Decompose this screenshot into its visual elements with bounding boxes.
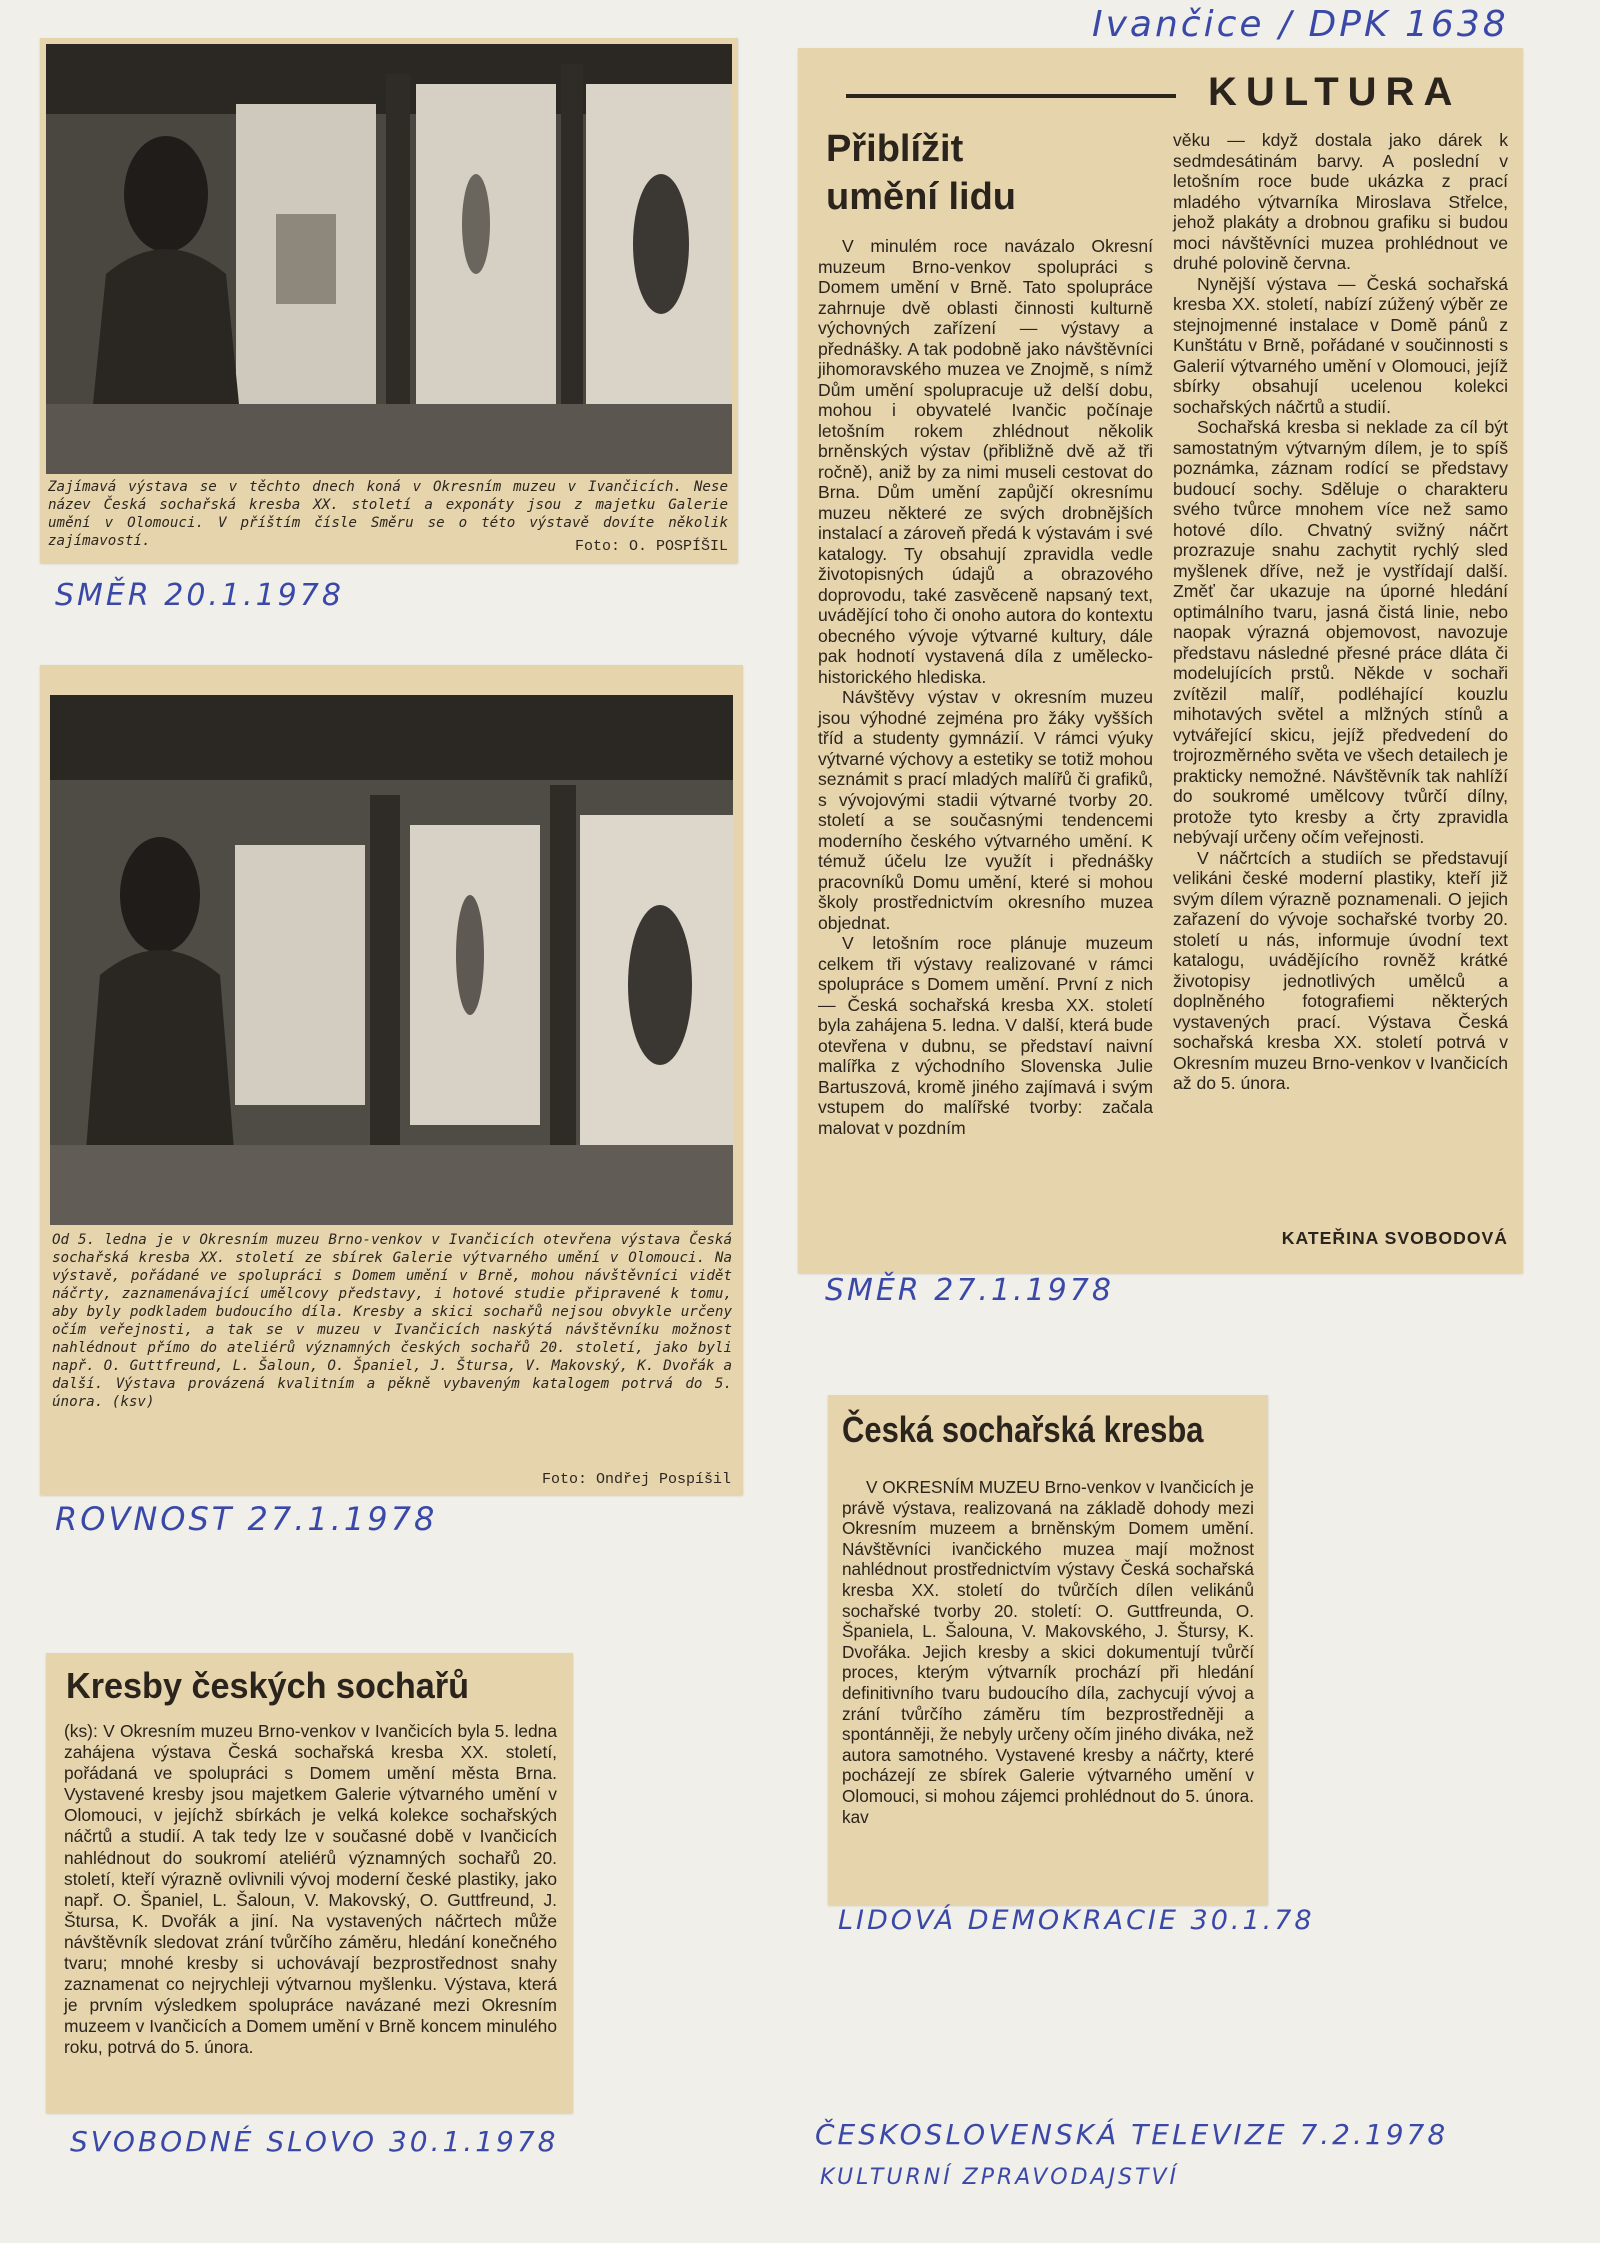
clipping-svobodne-slovo xyxy=(46,1653,573,2113)
paragraph: věku — když dostala jako dárek k sedmdesátinám barvy. A poslední v letošním roce bude ukázka z prací mladého výtvarníka Miroslava Střelce, jehož plakáty a drobnou grafiku si budou moci návštěvníci muzea prohlédnout ve druhé polovině června. xyxy=(1173,130,1508,273)
gallery-image xyxy=(46,44,732,474)
source-annotation-rovnost: ROVNOST 27.1.1978 xyxy=(55,1500,438,1538)
paragraph: (ks): V Okresním muzeu Brno-venkov v Ivančicích byla 5. ledna zahájena výstava Česká sochařská kresba XX. století, pořádaná ve spolupráci s Domem umění města Brna. Vystavené kresby jsou majetkem Galerie výtvarného umění v Olomouci, v jejíchž sbírkách je velká kolekce sochařských náčrtů a studií. A tak tedy lze v současné době v Ivančicích nahlédnout do soukromí ateliérů významných sochařů 20. století, kteří výrazně ovlivnili vývoj moderní české plastiky, jako např. O. Španiel, L. Šaloun, V. Makovský, O. Guttfreund, J. Štursa, K. Dvořák a jiní. Na vystavených náčrtech může návštěvník sledovat zrání tvůrčího záměru, hledání konečného tvaru; mnohé kresby si uchovávají bezprostřednost snahy zaznamenat co nejrychleji výtvarnou myšlenku. Výstava, která je prvním výsledkem spolupráce navázané mezi Okresním muzeem v Ivančicích a Domem umění v Brně koncem minulého roku, potrvá do 5. února. xyxy=(64,1721,557,2058)
paragraph: Návštěvy výstav v okresním muzeu jsou výhodné zejména pro žáky vyšších tříd a studenty gymnázií. V rámci výuky výtvarné výchovy a estetiky se totiž mohou seznámit s prací mladých malířů či grafiků, s vývojovými stadii výtvarné tvorby 20. století a se současnými tendencemi moderního českého výtvarného umění. K témuž účelu lze využít i přednášky pracovníků Domu umění, které si mohou školy prostřednictvím okresního muzea objednat. xyxy=(818,687,1153,933)
paragraph: V letošním roce plánuje muzeum celkem tři výstavy realizované v rámci spolupráce s Domem umění. První z nich — Česká sochařská kresba XX. století byla zahájena 5. ledna. V další, která bude otevřena v dubnu, se představí naivní malířka z východního Slovenska Julie Bartuszová, kromě jiného zajímavá i svým vstupem do malířské tvorby: začala malovat v pozdním xyxy=(818,933,1153,1138)
clipping-rovnost-photo xyxy=(40,665,743,1495)
article-headline-line-1: Přiblížit xyxy=(826,128,964,170)
exhibition-photo xyxy=(50,695,733,1225)
paragraph: V náčrtcích a studiích se představují velikáni české moderní plastiky, kteří již svým dílem výrazně poznamenali. O jejich zařazení do vývoje sochařské tvorby 20. století u nás, informuje úvodní text katalogu, uvádějícího rovněž krátké životopisy jednotlivých umělců a doplněného fotografiemi některých vystavených prací. Výstava Česká sochařská kresba XX. století potrvá v Okresním muzeu Brno-venkov v Ivančicích až do 5. února. xyxy=(1173,847,1508,1093)
source-annotation-svobodne: SVOBODNÉ SLOVO 30.1.1978 xyxy=(70,2125,559,2158)
article-headline: Kresby českých sochařů xyxy=(66,1665,470,1706)
photo-credit: Foto: Ondřej Pospíšil xyxy=(541,1471,731,1488)
clipping-smer-photo xyxy=(40,38,738,563)
photo-credit: Foto: O. POSPÍŠIL xyxy=(574,538,728,555)
note-ceskoslovenska-televize: ČESKOSLOVENSKÁ TELEVIZE 7.2.1978 xyxy=(815,2118,1449,2151)
article-byline: KATEŘINA SVOBODOVÁ xyxy=(1281,1228,1508,1248)
article-column-2 xyxy=(1173,130,1508,1225)
photo-caption: Od 5. ledna je v Okresním muzeu Brno-venkov v Ivančicích otevřena výstava Česká sochařská kresba XX. století ze sbírek Galerie výtvarného umění v Olomouci. Na výstavě, pořádané ve spolupráci s Domem umění v Brně, mohou návštěvníci vidět náčrty, zaznamenávající umělcovy představy, i hotové studie připravené k tomu, aby byly podkladem budoucího díla. Kresby a skici sochařů nejsou obvykle určeny očím veřejnosti, a tak se v muzeu v Ivančicích naskýtá návštěvníku možnost nahlédnout přímo do ateliérů významných českých sochařů 20. století, jako byli např. O. Guttfreund, L. Šaloun, O. Španiel, J. Štursa, V. Makovský, K. Dvořák a další. Výstava provázená kvalitním a pěkně vybaveným katalogem potrvá do 5. února. (ksv) xyxy=(52,1232,732,1410)
article-headline-line-2: umění lidu xyxy=(826,176,1016,218)
article-column-1 xyxy=(818,236,1153,1251)
photo-caption: Zajímavá výstava se v těchto dnech koná v Okresním muzeu v Ivančicích. Nese název Česká sochařská kresba XX. století a exponáty jsou z majetku Galerie umění v Olomouci. V příštím čísle Směru se o této výstavě dovíte několik zajímavostí. xyxy=(48,479,728,549)
paragraph: Nynější výstava — Česká sochařská kresba XX. století, nabízí zúžený výběr ze stejnojmenné instalace v Domě pánů z Kunštátu v Brně, pořádané v součinnosti s Galerií výtvarného umění v Olomouci, jejíž sbírky obsahují ucelenou kolekci sochařských náčrtů a studií. xyxy=(1173,273,1508,417)
source-annotation-lidova: LIDOVÁ DEMOKRACIE 30.1.78 xyxy=(838,1905,1315,1936)
source-annotation-smer-20: SMĚR 20.1.1978 xyxy=(55,578,344,613)
clipping-lidova-demokracie xyxy=(828,1395,1268,1905)
note-kulturni-zpravodajstvi: KULTURNÍ ZPRAVODAJSTVÍ xyxy=(820,2165,1180,2190)
section-rule xyxy=(846,94,1176,98)
article-body xyxy=(64,1721,557,2101)
archive-reference-handwriting: Ivančice / DPK 1638 xyxy=(1092,4,1509,45)
exhibition-photo xyxy=(46,44,732,474)
clipping-kultura-article xyxy=(798,48,1523,1273)
article-headline: Česká sochařská kresba xyxy=(842,1409,1204,1450)
paragraph: Sochařská kresba si nekladе za cíl být samostatným výtvarným dílem, je to spíš poznámka, záznam rodící se představy budoucí sochy. Sděluje o charakteru svého tvůrce mnohem více než samo hotové dílo. Chvatný svižný náčrt prozrazuje snahu zachytit rychlý sled myšlenek dříve, než je vystřídají další. Změť čar ukazuje na úporné hledání optimálního tvaru, jasná čistá linie, nebo naopak výrazná objemovost, navozuje představu následné přesné práce dláta či modelujících prstů. Někde v sochaři zvítězil malíř, podléhající kouzlu mihotavých světel a mlžných stínů a vytvářející skicu, jejíž předvedení do trojrozměrného světa ve všech detailech je prakticky nemožné. Návštěvník tak nahlíží do soukromé umělcovy tvůrčí dílny, protože tyto kresby a črty zpravidla nebývají určeny očím veřejnosti. xyxy=(1173,417,1508,847)
paragraph: V OKRESNÍM MUZEU Brno-venkov v Ivančicích je právě výstava, realizovaná na základě dohody mezi Okresním muzeem a brněnským Domem umění. Návštěvníci ivančického muzea mají možnost nahlédnout prostřednictvím výstavy Česká sochařská kresba XX. století do tvůrčích dílen velikánů sochařské tvorby 20. století: O. Guttfreunda, O. Španiela, L. Šalouna, V. Makovského, J. Štursy, K. Dvořáka. Jejich kresby a skici dokumentují tvůrčí proces, kterým výtvarník prochází při hledání definitivního tvaru budoucího díla, zachycují vývoj a zrání tvůrčího záměru tím bezprostředněji a spontánněji, že nebyly určeny očím jiného diváka, než autora samotného. Vystavené kresby a náčrty, které pocházejí ze sbírek Galerie výtvarného umění v Olomouci, si mohou zájemci prohlédnout do 5. února. kav xyxy=(842,1477,1254,1827)
source-annotation-smer-27: SMĚR 27.1.1978 xyxy=(825,1273,1114,1308)
section-label: KULTURA xyxy=(1208,70,1462,114)
gallery-image xyxy=(50,695,733,1225)
article-body xyxy=(842,1477,1254,1897)
paragraph: V minulém roce navázalo Okresní muzeum Brno-venkov spolupráci s Domem umění v Brně. Tato spolupráce zahrnuje dvě oblasti činnosti kulturně výchovných zařízení — výstavy a přednášky. A tak podobně jako návštěvníci jihomoravského muzea ve Znojmě, s nímž Dům umění spolupracuje už delší dobu, mohou i obyvatelé Ivančic počínaje letošním rokem zhlédnout několik brněnských výstav (přibližně dvě až tři ročně), aniž by za nimi museli cestovat do Brna. Dům umění zapůjčí okresnímu muzeu některé ze svých drobnějších instalací a zároveň předá k výstavám i své katalogy. Ty obsahují zpravidla vedle životopisných údajů a obrazového doprovodu, také zasvěceně napsaný text, uvádějící toho či onoho autora do kontextu obecného vývoje výtvarné kultury, dále pak hodnotí vystavená díla z umělecko-historického hlediska. xyxy=(818,236,1153,687)
